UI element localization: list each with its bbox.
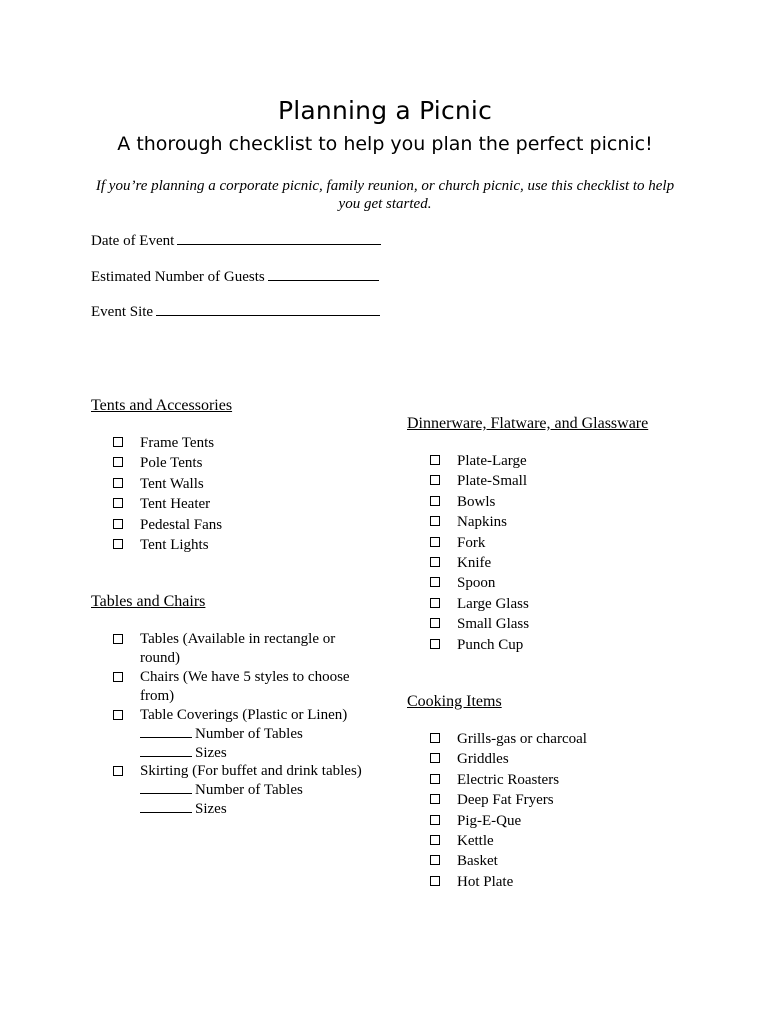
checklist-item[interactable]	[113, 762, 363, 818]
checklist-item[interactable]	[430, 749, 587, 769]
cooking-list	[430, 729, 587, 892]
checklist-item[interactable]	[430, 770, 587, 790]
checklist-item[interactable]	[113, 668, 363, 706]
item-label: Kettle	[457, 832, 494, 849]
item-label: Skirting (For buffet and drink tables)	[140, 763, 362, 779]
item-label: Deep Fat Fryers	[457, 792, 554, 809]
checkbox-icon[interactable]	[430, 618, 440, 628]
checkbox-icon[interactable]	[430, 753, 440, 763]
item-label: Pedestal Fans	[140, 516, 223, 533]
item-label: Knife	[457, 554, 492, 571]
dinnerware-list	[430, 451, 529, 655]
number-of-tables-blank[interactable]	[140, 781, 192, 794]
checkbox-icon[interactable]	[430, 733, 440, 743]
event-site-field	[91, 301, 380, 321]
item-label: Fork	[457, 534, 486, 551]
item-label: Tent Heater	[140, 496, 211, 513]
checklist-item[interactable]	[430, 831, 587, 851]
item-label: Tables (Available in rectangle or round)	[140, 631, 336, 666]
item-label: Napkins	[457, 514, 507, 531]
checklist-item[interactable]	[430, 594, 529, 614]
event-site-blank[interactable]	[156, 301, 380, 316]
number-of-tables-label: Number of Tables	[195, 726, 303, 742]
checklist-item[interactable]	[113, 433, 222, 453]
checklist-item[interactable]	[113, 630, 363, 668]
checklist-item[interactable]	[430, 553, 529, 573]
checklist-item[interactable]	[430, 471, 529, 491]
tents-heading: Tents and Accessories	[91, 397, 233, 414]
checkbox-icon[interactable]	[430, 855, 440, 865]
tents-list	[113, 433, 222, 555]
checkbox-icon[interactable]	[113, 519, 123, 529]
checklist-item[interactable]	[430, 614, 529, 634]
item-label: Tent Walls	[140, 475, 204, 492]
checkbox-icon[interactable]	[430, 455, 440, 465]
sizes-label: Sizes	[195, 800, 227, 817]
number-of-tables-blank[interactable]	[140, 725, 192, 738]
checklist-item[interactable]	[430, 533, 529, 553]
checkbox-icon[interactable]	[113, 672, 123, 682]
event-site-label: Event Site	[91, 304, 154, 320]
tables-heading: Tables and Chairs	[91, 593, 206, 610]
checklist-item[interactable]	[113, 706, 363, 762]
item-label: Spoon	[457, 575, 496, 592]
checkbox-icon[interactable]	[430, 475, 440, 485]
item-label: Grills-gas or charcoal	[457, 731, 587, 747]
item-label: Pole Tents	[140, 455, 203, 472]
checkbox-icon[interactable]	[113, 478, 123, 488]
checkbox-icon[interactable]	[113, 710, 123, 720]
sizes-line	[140, 744, 363, 763]
checkbox-icon[interactable]	[430, 598, 440, 608]
item-label: Electric Roasters	[457, 771, 560, 788]
cooking-heading: Cooking Items	[407, 693, 502, 710]
item-label: Small Glass	[457, 616, 530, 633]
checkbox-icon[interactable]	[430, 537, 440, 547]
checkbox-icon[interactable]	[113, 539, 123, 549]
item-label: Pig-E-Que	[457, 812, 522, 829]
checkbox-icon[interactable]	[430, 794, 440, 804]
page-title: Planning a Picnic	[277, 96, 493, 125]
tables-list	[113, 630, 363, 818]
checklist-item[interactable]	[113, 453, 222, 473]
item-label: Plate-Small	[457, 473, 527, 490]
number-of-tables-label: Number of Tables	[195, 782, 303, 798]
item-label: Frame Tents	[140, 435, 215, 451]
number-of-tables-line	[140, 781, 363, 800]
date-of-event-field	[91, 230, 381, 250]
item-label: Plate-Large	[457, 453, 527, 469]
checklist-item[interactable]	[430, 635, 529, 655]
checklist-item[interactable]	[430, 729, 587, 749]
checkbox-icon[interactable]	[430, 577, 440, 587]
item-label: Griddles	[457, 751, 509, 768]
checkbox-icon[interactable]	[430, 516, 440, 526]
date-of-event-blank[interactable]	[177, 230, 381, 245]
item-label: Bowls	[457, 493, 496, 510]
item-label: Punch Cup	[457, 636, 524, 653]
checkbox-icon[interactable]	[430, 876, 440, 886]
item-label: Hot Plate	[457, 873, 514, 890]
dinnerware-heading: Dinnerware, Flatware, and Glassware	[407, 415, 649, 432]
checklist-item[interactable]	[430, 811, 587, 831]
guests-blank[interactable]	[268, 266, 379, 281]
checklist-item[interactable]	[430, 872, 587, 892]
intro-text: If you’re planning a corporate picnic, family reunion, or church picnic, use this checklist to help you get started.	[95, 178, 675, 212]
item-label: Basket	[457, 853, 498, 870]
checklist-item[interactable]	[430, 451, 529, 471]
date-of-event-label: Date of Event	[91, 233, 175, 249]
page-subtitle: A thorough checklist to help you plan the perfect picnic!	[117, 133, 653, 155]
checkbox-icon[interactable]	[113, 634, 123, 644]
sizes-line	[140, 800, 363, 819]
number-of-tables-line	[140, 725, 363, 744]
checkbox-icon[interactable]	[430, 835, 440, 845]
checkbox-icon[interactable]	[113, 437, 123, 447]
checkbox-icon[interactable]	[430, 815, 440, 825]
checklist-item[interactable]	[430, 790, 587, 810]
checkbox-icon[interactable]	[113, 457, 123, 467]
checkbox-icon[interactable]	[430, 639, 440, 649]
sizes-blank[interactable]	[140, 800, 192, 813]
checkbox-icon[interactable]	[113, 498, 123, 508]
checklist-item[interactable]	[113, 474, 222, 494]
checklist-item[interactable]	[430, 851, 587, 871]
item-label: Table Coverings (Plastic or Linen)	[140, 707, 348, 723]
sizes-label: Sizes	[195, 744, 227, 761]
guests-field	[91, 266, 379, 286]
checkbox-icon[interactable]	[113, 766, 123, 776]
item-label: Tent Lights	[140, 536, 209, 553]
item-label: Large Glass	[457, 595, 529, 612]
checkbox-icon[interactable]	[430, 557, 440, 567]
checklist-item[interactable]	[430, 512, 529, 532]
guests-label: Estimated Number of Guests	[91, 269, 265, 285]
sizes-blank[interactable]	[140, 744, 192, 757]
checkbox-icon[interactable]	[430, 496, 440, 506]
checklist-item[interactable]	[430, 573, 529, 593]
checklist-item[interactable]	[113, 494, 222, 514]
checklist-item[interactable]	[113, 515, 222, 535]
checklist-item[interactable]	[113, 535, 222, 555]
item-label: Chairs (We have 5 styles to choose from)	[140, 669, 350, 704]
checkbox-icon[interactable]	[430, 774, 440, 784]
checklist-item[interactable]	[430, 492, 529, 512]
